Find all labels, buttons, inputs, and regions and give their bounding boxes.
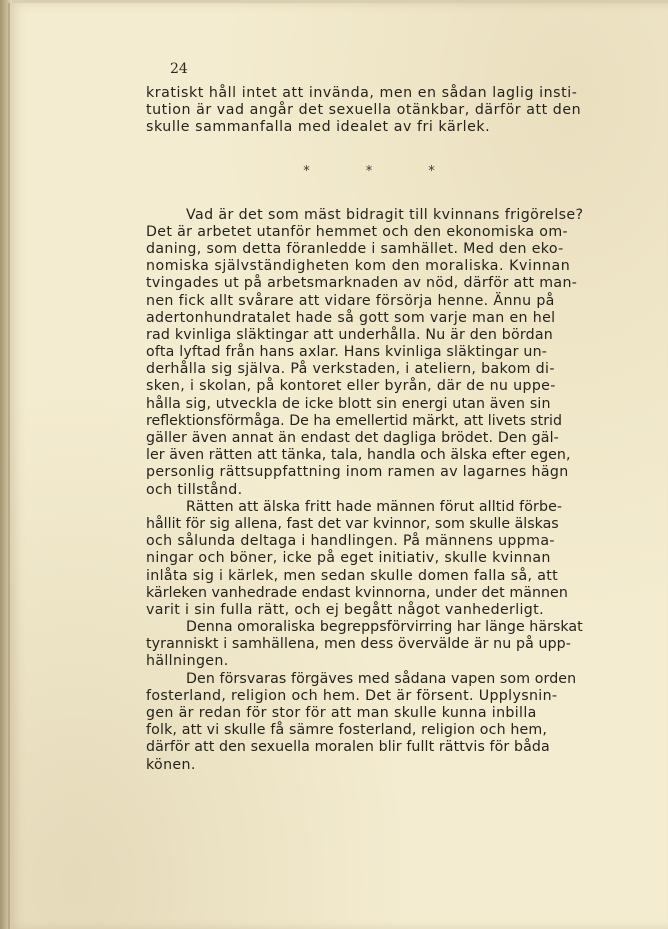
- text-line: hållit för sig allena, fast det var kvinnor, som skulle älskas: [146, 515, 559, 532]
- text-line: varit i sin fulla rätt, och ej begått något vanhederligt.: [146, 601, 544, 618]
- text-line: gäller även annat än endast det dagliga brödet. Den gäl-: [146, 430, 559, 446]
- text-line: hålla sig, utveckla de icke blott sin energi utan även sin: [146, 395, 551, 412]
- text-line: daning, som detta föranledde i samhället. Med den eko-: [146, 240, 564, 257]
- text-line: Det är arbetet utanför hemmet och den ekonomiska om-: [146, 223, 568, 240]
- page-number: 24: [170, 61, 188, 77]
- text-line: Rätten att älska fritt hade männen förut alltid förbe-: [186, 498, 563, 515]
- text-line: könen.: [146, 756, 196, 773]
- text-line: ningar och böner, icke på eget initiativ, skulle kvinnan: [146, 550, 551, 567]
- text-line: folk, att vi skulle få sämre fosterland, religion och hem,: [146, 722, 548, 739]
- text-line: kratiskt håll intet att invända, men en sådan laglig insti-: [146, 85, 578, 101]
- text-line: inlåta sig i kärlek, men sedan skulle domen falla så, att: [146, 567, 559, 584]
- text-line: ler även rätten att tänka, tala, handla och älska efter egen,: [146, 447, 571, 464]
- main-section: [146, 207, 592, 774]
- text-line: reflektionsförmåga. De ha emellertid märkt, att livets strid: [146, 412, 562, 429]
- separator-star: *: [365, 163, 373, 179]
- text-line: personlig rättsuppfattning inom ramen av lagarnes hägn: [146, 464, 569, 481]
- text-line: därför att den sexuella moralen blir fullt rättvis för båda: [146, 739, 550, 756]
- separator-star: *: [303, 163, 310, 179]
- text-line: sken, i skolan, på kontoret eller byrån, där de nu uppe-: [146, 378, 556, 395]
- text-line: derhålla sig själva. På verkstaden, i ateliern, bakom di-: [146, 361, 555, 378]
- text-line: skulle sammanfalla med idealet av fri kärlek.: [146, 119, 491, 136]
- text-line: nen fick allt svårare att vidare försörja henne. Ännu på: [146, 292, 555, 309]
- text-line: och tillstånd.: [146, 481, 243, 498]
- text-line: tvingades ut på arbetsmarknaden av nöd, därför att man-: [146, 275, 578, 292]
- text-line: Vad är det som mäst bidragit till kvinnans frigörelse?: [186, 206, 584, 223]
- section-separator: [146, 164, 592, 179]
- text-line: ofta lyftad från hans axlar. Hans kvinliga släktingar un-: [146, 344, 548, 361]
- intro-paragraph: [146, 85, 592, 137]
- text-line: Den försvaras förgäves med sådana vapen som orden: [186, 670, 577, 687]
- text-line: och sålunda deltaga i handlingen. På männens uppma-: [146, 533, 555, 550]
- page-text: [146, 85, 592, 774]
- text-line: kärleken vanhedrade endast kvinnorna, under det männen: [146, 584, 568, 601]
- text-line: rad kvinliga släktingar att underhålla. Nu är den bördan: [146, 326, 553, 343]
- text-line: tyranniskt i samhällena, men dess övervälde är nu på upp-: [146, 636, 572, 653]
- separator-star: *: [428, 163, 435, 179]
- text-line: tution är vad angår det sexuella otänkbar, därför att den: [146, 102, 582, 119]
- text-line: nomiska självständigheten kom den moraliska. Kvinnan: [146, 258, 571, 275]
- text-line: fosterland, religion och hem. Det är försent. Upplysnin-: [146, 687, 558, 704]
- text-line: hällningen.: [146, 653, 229, 670]
- text-line: gen är redan för stor för att man skulle kunna inbilla: [146, 705, 537, 721]
- text-line: adertonhundratalet hade så gott som varje man en hel: [146, 309, 556, 326]
- text-line: Denna omoraliska begreppsförvirring har länge härskat: [186, 619, 583, 636]
